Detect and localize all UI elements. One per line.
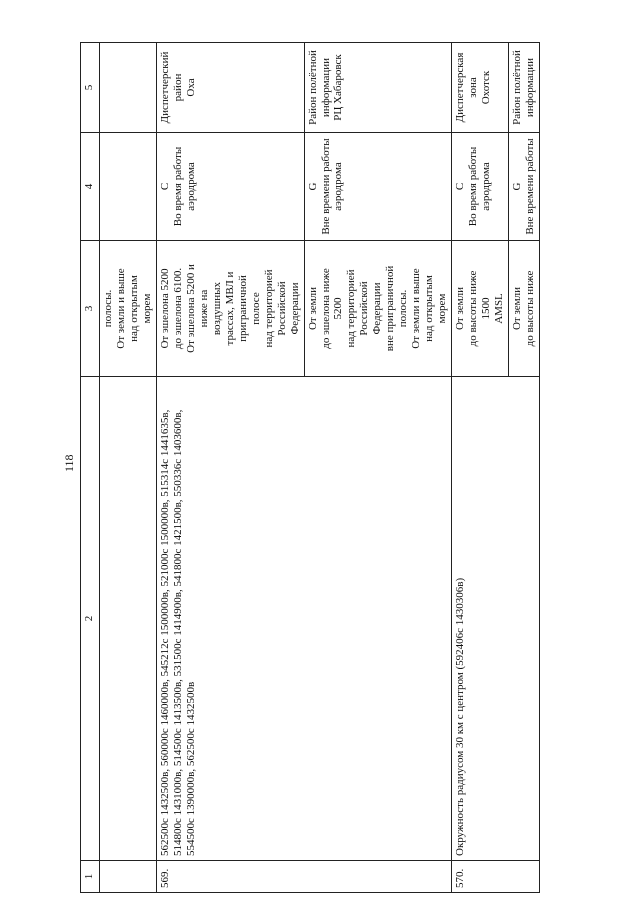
header-col-3: 3 <box>81 241 100 377</box>
cell-line: информации <box>319 57 332 118</box>
cell-line: зона <box>467 77 480 98</box>
cell-line: C <box>454 182 467 191</box>
row-number: 570. <box>452 861 540 893</box>
cell-line: Российской <box>275 281 288 336</box>
cell-line: Охотск <box>480 70 493 105</box>
altitude-cell <box>452 241 509 377</box>
cell-line: трассах, МВЛ и <box>223 271 236 346</box>
cell-line: Федерации <box>288 282 301 335</box>
cell-line: полосы. <box>102 289 114 328</box>
cell-line: Во время работы <box>171 146 184 227</box>
cell-line: От эшелона 5200 и <box>184 264 197 353</box>
header-col-2: 2 <box>81 377 100 861</box>
cell-line: Диспетчерская <box>454 52 467 123</box>
cell-line: воздушных <box>210 281 223 336</box>
cell-line: От земли и выше <box>410 268 423 349</box>
cell-line: РЦ Хабаровск <box>332 54 345 121</box>
cell-line: От земли <box>511 286 524 331</box>
header-row <box>81 43 100 893</box>
cell-line: до высоты ниже <box>467 270 480 347</box>
cell-line: 1500 <box>480 297 493 320</box>
cell-line: аэродрома <box>332 162 345 211</box>
cell-line: Оха <box>184 78 197 97</box>
carry-over-row <box>100 43 157 893</box>
class-cell <box>304 133 452 241</box>
header-col-1: 1 <box>81 861 100 893</box>
cell-line: над открытым <box>127 275 140 342</box>
row-description: 562500с 1432500в, 560000с 1460000в, 545212с 1500000в, 521000с 1500000в, 515314с 1441635в, 514800с 1431000в, 514500с 1413500в, 531500с 1414900в, 541800с 1421500в, 550336с 1403600в, 554500с 1390000в, 562500с 1432500в <box>156 377 451 861</box>
class-cell <box>509 133 540 241</box>
cell-line: AMSL <box>493 293 506 324</box>
cell-line: над территорией <box>345 269 358 348</box>
cell-line: 5200 <box>332 297 345 320</box>
header-col-5: 5 <box>81 43 100 133</box>
cell-line: G <box>511 182 524 191</box>
cell-line: район <box>171 73 184 102</box>
unit-cell <box>509 43 540 133</box>
cell-line: C <box>158 182 171 191</box>
cell-line: морем <box>140 293 153 324</box>
page-number: 118 <box>62 454 76 472</box>
row-description: Окружность радиусом 30 км с центром (592406с 1430306в) <box>452 377 540 861</box>
cell-line: Российской <box>358 281 371 336</box>
altitude-cell <box>156 241 304 377</box>
cell-line: полосе <box>249 292 262 325</box>
cell-line: над открытым <box>423 275 436 342</box>
cell-line: приграничной <box>236 275 249 342</box>
cell-line: Во время работы <box>467 146 480 227</box>
row-number: 569. <box>156 861 451 893</box>
cell-line: информации <box>524 57 537 118</box>
rotated-page <box>80 43 580 893</box>
header-col-4: 4 <box>81 133 100 241</box>
cell-line: до эшелона 6100. <box>171 267 184 350</box>
carry-col3 <box>100 241 157 377</box>
cell-line: аэродрома <box>184 162 197 211</box>
cell-line: От земли и выше <box>114 268 127 349</box>
cell-line: Диспетчерский <box>158 51 171 124</box>
cell-line: полосы. <box>397 289 410 328</box>
table-row <box>156 43 304 893</box>
cell-line: Район полётной <box>306 50 319 125</box>
class-cell <box>156 133 304 241</box>
cell-line: до эшелона ниже <box>319 268 332 349</box>
cell-line: аэродрома <box>480 162 493 211</box>
airspace-table <box>80 42 540 893</box>
unit-cell <box>304 43 452 133</box>
cell-line: От земли <box>454 286 467 331</box>
cell-line: вне приграничной <box>384 265 397 352</box>
cell-line: до высоты ниже <box>524 270 537 347</box>
cell-line: морем <box>436 293 449 324</box>
cell-line: Район полётной <box>511 50 524 125</box>
altitude-cell <box>509 241 540 377</box>
cell-line: ниже на <box>197 289 210 328</box>
cell-line: Федерации <box>371 282 384 335</box>
cell-line: Вне времени работы <box>524 138 537 235</box>
cell-line: От земли <box>306 286 319 331</box>
cell-line: От эшелона 5200 <box>158 268 171 349</box>
unit-cell <box>156 43 304 133</box>
altitude-cell <box>304 241 452 377</box>
cell-line: Вне времени работы <box>319 138 332 235</box>
class-cell <box>452 133 509 241</box>
unit-cell <box>452 43 509 133</box>
cell-line: над территорией <box>262 269 275 348</box>
cell-line: G <box>306 182 319 191</box>
table-row <box>452 43 509 893</box>
